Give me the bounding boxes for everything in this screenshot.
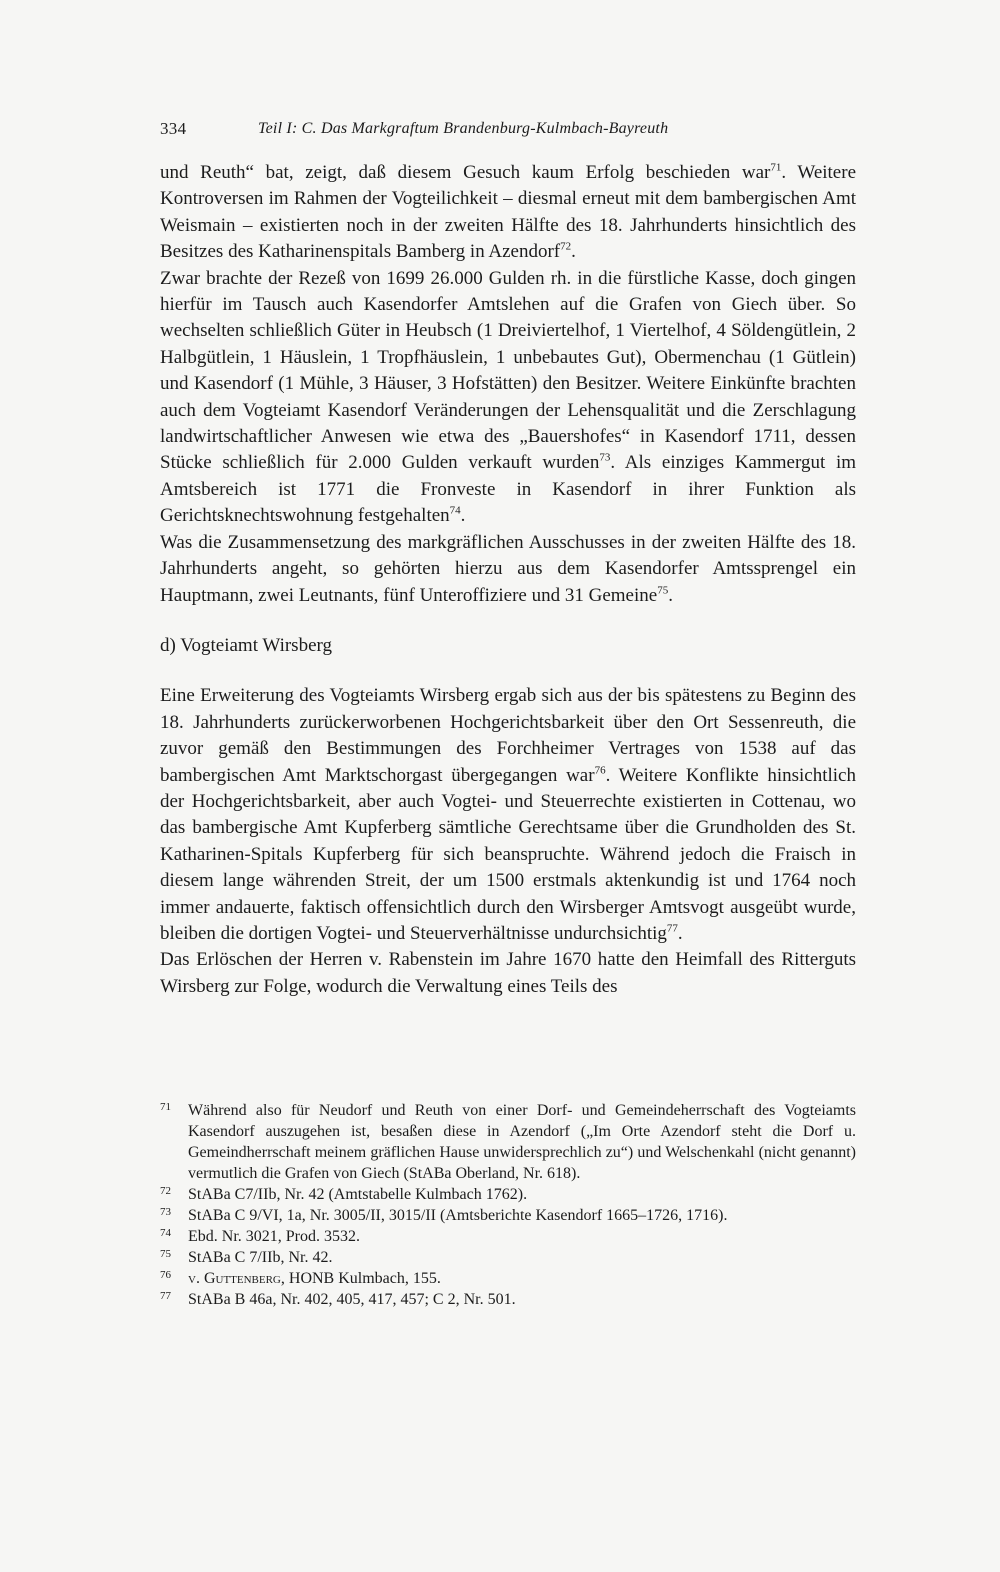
footnote-76: 76 v. Guttenberg, HONB Kulmbach, 155. <box>160 1269 441 1287</box>
section-heading: d) Vogteiamt Wirsberg <box>160 634 332 656</box>
footnote-ref-77: 77 <box>666 922 678 935</box>
footnote-ref-76: 76 <box>594 764 606 777</box>
footnote-ref-75: 75 <box>657 584 669 597</box>
footnote-72: 72 StABa C7/IIb, Nr. 42 (Amtstabelle Kulmbach 1762). <box>160 1185 528 1203</box>
footnote-ref-74: 74 <box>449 504 461 517</box>
footnote-ref-73: 73 <box>599 452 611 465</box>
footnote-75: 75 StABa C 7/IIb, Nr. 42. <box>160 1248 333 1266</box>
footnote-73: 73 StABa C 9/VI, 1a, Nr. 3005/II, 3015/II (Amtsberichte Kasendorf 1665–1726, 1716). <box>160 1206 728 1224</box>
author-name: v. Guttenberg <box>188 1270 281 1287</box>
main-text <box>160 160 856 1000</box>
page-number: 334 <box>160 119 187 138</box>
paragraph-2: Zwar brachte der Rezeß von 1699 26.000 Gulden rh. in die fürstliche Kasse, doch gingen hierfür im Tausch auch Kasendorfer Amtslehen auf die Grafen von Giech über. So wechselten schließlich Güter in Heubsch (1 Dreiviertelhof, 1 Viertelhof, 4 Söldengütlein, 2 Halbgütlein, 1 Häuslein, 1 Tropfhäuslein, 1 unbebautes Gut), Obermenchau (1 Gütlein) und Kasendorf (1 Mühle, 3 Häuser, 3 Hofstätten) den Besitzer. Weitere Einkünfte brachten auch dem Vogteiamt Kasendorf Veränderungen der Lehensqualität und die Zerschlagung landwirtschaftlicher Anwesen wie etwa des „Bauershofes“ in Kasendorf 1711, dessen Stücke schließlich für 2.000 Gulden verkauft wurden$^{73}$. Als einziges Kammergut im Amtsbereich ist 1771 die Fronveste in Kasendorf in ihrer Funktion als Gerichtsknechtswohnung festgehalten$^{74}$. <box>160 267 857 527</box>
paragraph-3: Was die Zusammensetzung des markgräflichen Ausschusses in der zweiten Hälfte des 18. Jahrhunderts angeht, so gehörten hierzu aus dem Kasendorfer Amtssprengel ein Hauptmann, zwei Leutnants, fünf Unteroffiziere und 31 Gemeine$^{75}$. <box>160 531 856 606</box>
paragraph-4: Eine Erweiterung des Vogteiamts Wirsberg ergab sich aus der bis spätestens zu Beginn des 18. Jahrhunderts zurückerworbenen Hochgerichtsbarkeit über den Ort Sessenreuth, die zuvor gemäß den Bestimmungen des Forchheimer Vertrages von 1538 auf das bambergischen Amt Marktschorgast übergegangen war$^{76}$. Weitere Konflikte hinsichtlich der Hochgerichtsbarkeit, aber auch Vogtei- und Steuerrechte existierten in Cottenau, wo das bambergische Amt Kupferberg sämtliche Gerechtsame über die Grundholden des St. Katharinen-Spitals Kupferberg für sich beanspruchte. Während jedoch die Fraisch in diesem lange währenden Streit, der um 1500 erstmals aktenkundig ist und 1764 noch immer andauerte, faktisch offensichtlich durch den Wirsberger Amtsvogt ausgeübt wurde, bleiben die dortigen Vogtei- und Steuerverhältnisse undurchsichtig$^{77}$. <box>160 685 856 944</box>
footnote-ref-72: 72 <box>560 240 572 253</box>
footnote-74: 74 Ebd. Nr. 3021, Prod. 3532. <box>160 1227 360 1245</box>
footnotes <box>160 1100 856 1310</box>
footnote-71: 71 Während also für Neudorf und Reuth von einer Dorf- und Gemeindeherrschaft des Vogteiamts Kasendorf auszugehen ist, besaßen diese in Azendorf („Im Orte Azendorf steht die Dorf u. Gemeindherrschaft meinem gräflichen Hause unwidersprechlich zu“) und Welschenkahl (nicht genannt) vermutlich die Grafen von Giech (StABa Oberland, Nr. 618). <box>160 1101 856 1182</box>
footnote-ref-71: 71 <box>770 161 782 174</box>
running-title: Teil I: C. Das Markgraftum Brandenburg-Kulmbach-Bayreuth <box>258 120 669 137</box>
paragraph-5: Das Erlöschen der Herren v. Rabenstein im Jahre 1670 hatte den Heimfall des Ritterguts Wirsberg zur Folge, wodurch die Verwaltung eines Teils des <box>160 949 856 997</box>
footnote-77: 77 StABa B 46a, Nr. 402, 405, 417, 457; C 2, Nr. 501. <box>160 1290 516 1308</box>
paragraph-1: und Reuth“ bat, zeigt, daß diesem Gesuch kaum Erfolg beschieden war$^{71}$. Weitere Kontroversen im Rahmen der Vogteilichkeit – diesmal erneut mit dem bambergischen Amt Weismain – existierten noch in der zweiten Hälfte des 18. Jahrhunderts hinsichtlich des Besitzes des Katharinenspitals Bamberg in Azendorf$^{72}$. <box>160 161 856 263</box>
